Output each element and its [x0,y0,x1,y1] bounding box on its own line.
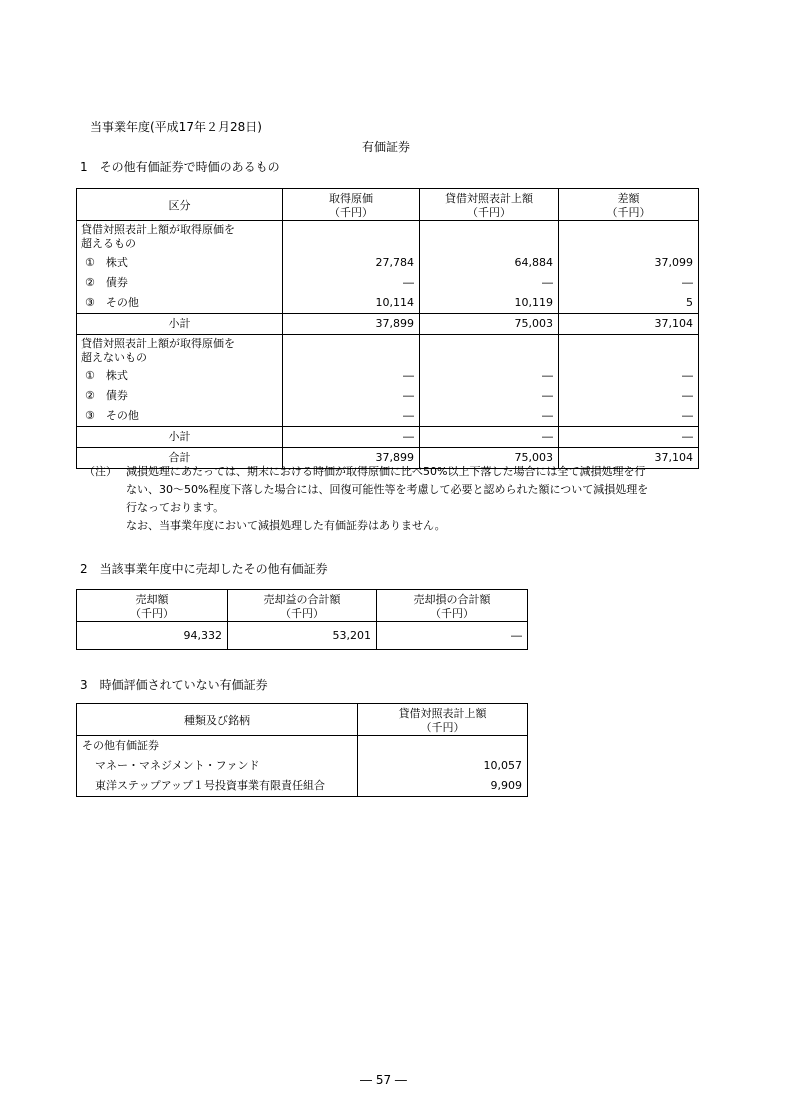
group-label-below: 貸借対照表計上額が取得原価を 超えないもの [77,334,283,366]
table-row: ① 株式 ― ― ― [77,366,699,386]
note-line: 行なっております。 [126,501,225,514]
unlisted-securities-table [76,703,528,797]
available-for-sale-table [76,188,699,469]
table-row: 東洋ステップアップ１号投資事業有限責任組合 9,909 [77,776,528,797]
table-row: ③ その他 ― ― ― [77,406,699,427]
col-header-sale-amount: 売却額 （千円） [77,590,228,622]
note-line: ない、30～50%程度下落した場合には、回復可能性等を考慮して必要と認められた額について減損処理を [126,483,649,496]
table-row: 94,332 53,201 ― [77,622,528,650]
group-label-above: 貸借対照表計上額が取得原価を 超えるもの [77,221,283,253]
col-header-book-value: 貸借対照表計上額 （千円） [358,704,528,736]
col-header-difference: 差額 （千円） [559,189,699,221]
col-header-category: 区分 [77,189,283,221]
note-line: 減損処理にあたっては、期末における時価が取得原価に比べ50%以上下落した場合には全て減損処理を行 [126,465,646,478]
group-row: その他有価証券 [77,736,528,757]
col-header-total-loss: 売却損の合計額 （千円） [377,590,528,622]
table-row: ③ その他 10,114 10,119 5 [77,293,699,314]
subtotal-row: 小計 37,899 75,003 37,104 [77,313,699,334]
section2-heading: 2 当該事業年度中に売却したその他有価証券 [80,562,328,576]
page-title: 有価証券 [362,140,411,154]
section3-heading: 3 時価評価されていない有価証券 [80,678,268,692]
section1-heading: 1 その他有価証券で時価のあるもの [80,160,280,174]
table-row: ② 債券 ― ― ― [77,273,699,293]
table-row: マネー・マネジメント・ファンド 10,057 [77,756,528,776]
col-header-cost: 取得原価 （千円） [283,189,420,221]
col-header-total-gain: 売却益の合計額 （千円） [228,590,377,622]
table-row: ① 株式 27,784 64,884 37,099 [77,253,699,273]
col-header-book-value: 貸借対照表計上額 （千円） [420,189,559,221]
total-row: 合計 37,899 75,003 37,104 [77,448,699,469]
table-row: ② 債券 ― ― ― [77,386,699,406]
period-label: 当事業年度(平成17年２月28日) [90,120,262,134]
page-number: ― 57 ― [360,1073,407,1087]
note-prefix: （注） [84,465,117,478]
col-header-type-name: 種類及び銘柄 [77,704,358,736]
subtotal-row: 小計 ― ― ― [77,427,699,448]
sold-securities-table [76,589,528,650]
note-line: なお、当事業年度において減損処理した有価証券はありません。 [126,519,446,532]
